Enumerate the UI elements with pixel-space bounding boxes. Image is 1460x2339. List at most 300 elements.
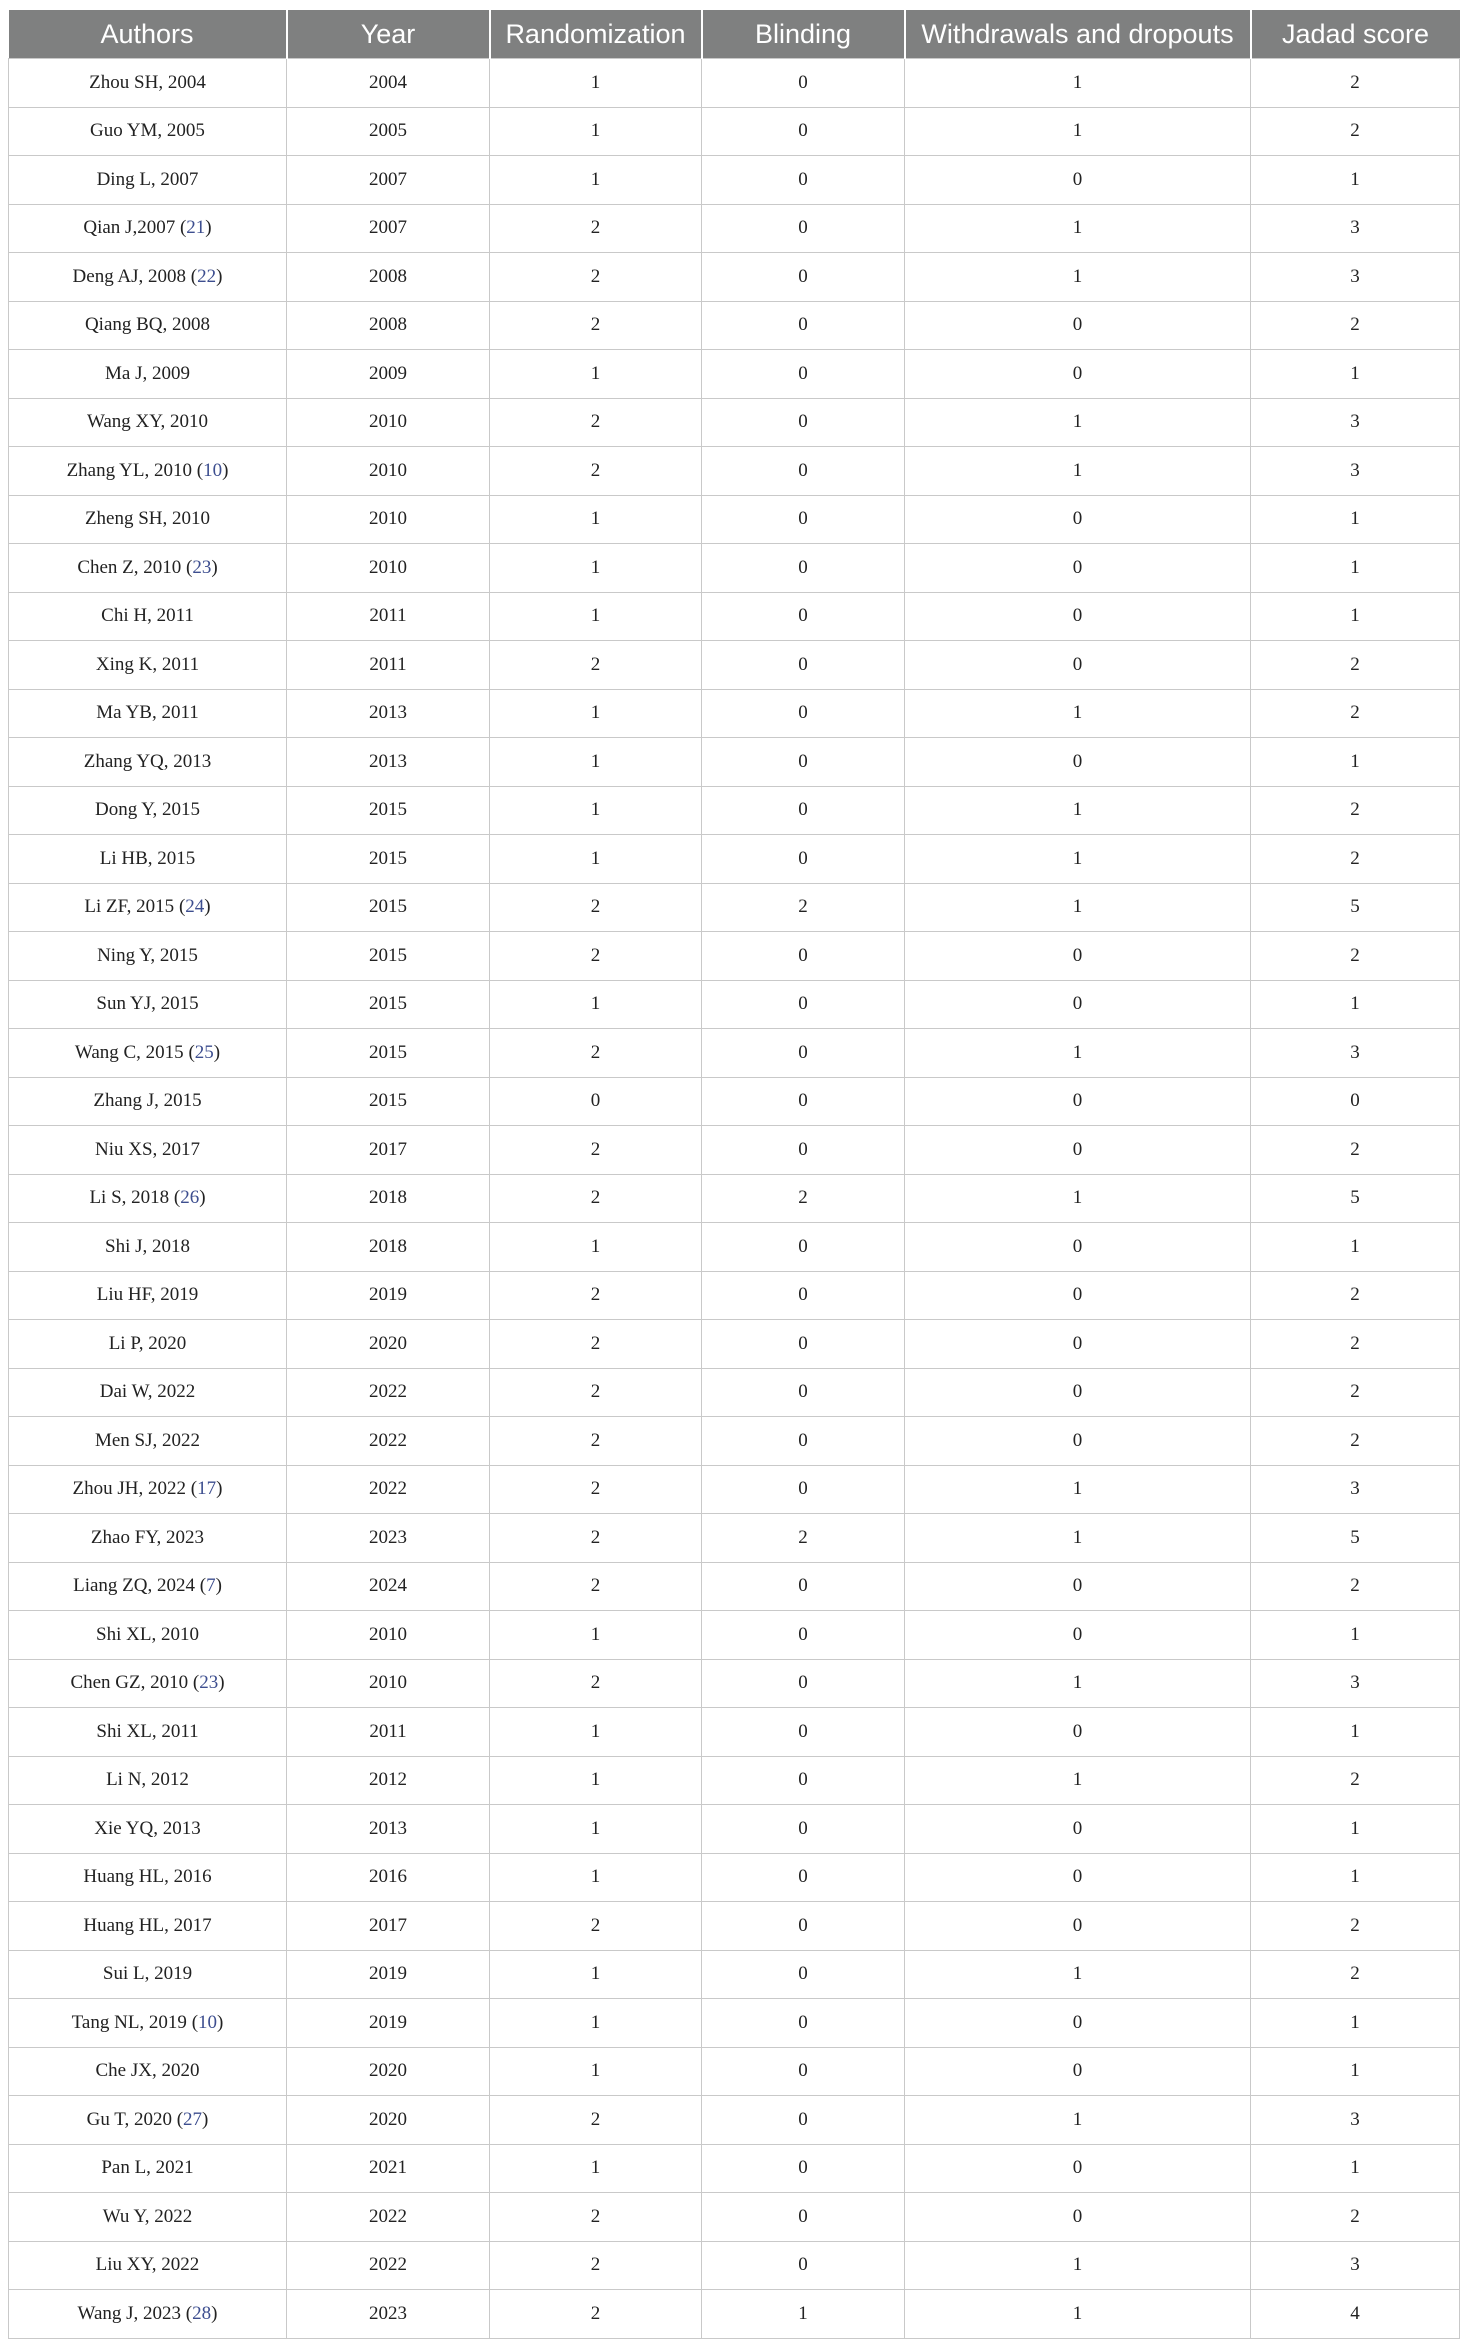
cell-withdrawals: 0 bbox=[905, 544, 1251, 593]
cell-author: Gu T, 2020 (27) bbox=[9, 2096, 287, 2145]
header-row bbox=[9, 10, 1460, 59]
cell-jadad-score: 2 bbox=[1251, 1271, 1460, 1320]
cell-author bbox=[9, 641, 287, 690]
cell-blinding: 0 bbox=[702, 204, 905, 253]
cell-blinding: 0 bbox=[702, 1465, 905, 1514]
cell-withdrawals: 0 bbox=[905, 1805, 1251, 1854]
cell-withdrawals: 1 bbox=[905, 2290, 1251, 2339]
cell-withdrawals: 0 bbox=[905, 2047, 1251, 2096]
cell-jadad-score: 1 bbox=[1251, 495, 1460, 544]
cell-jadad-score: 3 bbox=[1251, 253, 1460, 302]
cell-withdrawals: 1 bbox=[905, 59, 1251, 108]
cell-author: Li ZF, 2015 (24) bbox=[9, 883, 287, 932]
cell-randomization: 1 bbox=[490, 59, 702, 108]
cell-author bbox=[9, 1756, 287, 1805]
cell-randomization: 1 bbox=[490, 1805, 702, 1854]
author-name: Zheng SH, 2010 bbox=[84, 508, 211, 530]
cell-randomization: 2 bbox=[490, 2096, 702, 2145]
cell-withdrawals: 0 bbox=[905, 301, 1251, 350]
reference-link[interactable]: 28 bbox=[192, 2302, 212, 2324]
reference-link[interactable]: 10 bbox=[203, 459, 223, 481]
cell-year: 2008 bbox=[287, 301, 490, 350]
cell-blinding: 0 bbox=[702, 1999, 905, 2048]
cell-year: 2013 bbox=[287, 689, 490, 738]
reference-link[interactable]: 10 bbox=[198, 2011, 218, 2033]
table-row bbox=[9, 2290, 1460, 2339]
cell-year: 2009 bbox=[287, 350, 490, 399]
cell-withdrawals: 1 bbox=[905, 1029, 1251, 1078]
cell-withdrawals: 1 bbox=[905, 1756, 1251, 1805]
cell-year: 2018 bbox=[287, 1223, 490, 1272]
cell-randomization: 1 bbox=[490, 592, 702, 641]
table-row bbox=[9, 1174, 1460, 1223]
cell-author: Tang NL, 2019 (10) bbox=[9, 1999, 287, 2048]
cell-year: 2011 bbox=[287, 641, 490, 690]
reference-link[interactable]: 24 bbox=[185, 896, 205, 918]
table-row bbox=[9, 1514, 1460, 1563]
cell-author bbox=[9, 350, 287, 399]
cell-withdrawals: 1 bbox=[905, 398, 1251, 447]
cell-jadad-score: 2 bbox=[1251, 301, 1460, 350]
cell-blinding: 0 bbox=[702, 1756, 905, 1805]
table-row bbox=[9, 1271, 1460, 1320]
reference-link[interactable]: 21 bbox=[186, 217, 206, 239]
cell-jadad-score: 2 bbox=[1251, 786, 1460, 835]
cell-withdrawals: 0 bbox=[905, 1320, 1251, 1369]
cell-author bbox=[9, 1611, 287, 1660]
reference-link[interactable]: 22 bbox=[197, 265, 217, 287]
cell-blinding: 0 bbox=[702, 398, 905, 447]
author-name: Gu T, 2020 bbox=[86, 2108, 172, 2130]
cell-year: 2016 bbox=[287, 1853, 490, 1902]
cell-withdrawals: 0 bbox=[905, 641, 1251, 690]
table-row bbox=[9, 1029, 1460, 1078]
cell-blinding: 0 bbox=[702, 495, 905, 544]
cell-author bbox=[9, 1223, 287, 1272]
author-name: Wang XY, 2010 bbox=[86, 411, 209, 433]
cell-year: 2015 bbox=[287, 980, 490, 1029]
cell-jadad-score: 1 bbox=[1251, 156, 1460, 205]
cell-blinding: 0 bbox=[702, 1611, 905, 1660]
cell-withdrawals: 0 bbox=[905, 1999, 1251, 2048]
table-row bbox=[9, 1708, 1460, 1757]
author-name: Liang ZQ, 2024 bbox=[73, 1575, 195, 1597]
reference-link[interactable]: 7 bbox=[206, 1575, 216, 1597]
author-name: Chen Z, 2010 bbox=[77, 556, 182, 578]
author-name: Huang HL, 2017 bbox=[83, 1914, 212, 1936]
cell-withdrawals: 0 bbox=[905, 1708, 1251, 1757]
table-row bbox=[9, 1999, 1460, 2048]
cell-randomization: 2 bbox=[490, 1320, 702, 1369]
cell-randomization: 2 bbox=[490, 1174, 702, 1223]
table-header bbox=[9, 10, 1460, 59]
cell-randomization: 1 bbox=[490, 1999, 702, 2048]
header-randomization: Randomization bbox=[490, 10, 702, 59]
cell-author: Zhang YL, 2010 (10) bbox=[9, 447, 287, 496]
cell-year: 2015 bbox=[287, 883, 490, 932]
cell-withdrawals: 1 bbox=[905, 2241, 1251, 2290]
cell-jadad-score: 1 bbox=[1251, 1999, 1460, 2048]
table-row bbox=[9, 641, 1460, 690]
cell-jadad-score: 3 bbox=[1251, 447, 1460, 496]
cell-author bbox=[9, 2047, 287, 2096]
table-row bbox=[9, 1368, 1460, 1417]
cell-jadad-score: 2 bbox=[1251, 641, 1460, 690]
cell-randomization: 1 bbox=[490, 738, 702, 787]
cell-withdrawals: 1 bbox=[905, 107, 1251, 156]
cell-jadad-score: 2 bbox=[1251, 59, 1460, 108]
cell-withdrawals: 0 bbox=[905, 495, 1251, 544]
cell-year: 2019 bbox=[287, 1999, 490, 2048]
cell-blinding: 2 bbox=[702, 883, 905, 932]
table-row bbox=[9, 1126, 1460, 1175]
cell-year: 2010 bbox=[287, 544, 490, 593]
table-row bbox=[9, 1659, 1460, 1708]
cell-blinding: 0 bbox=[702, 544, 905, 593]
cell-year: 2022 bbox=[287, 1417, 490, 1466]
cell-blinding: 0 bbox=[702, 786, 905, 835]
cell-author bbox=[9, 59, 287, 108]
cell-jadad-score: 1 bbox=[1251, 1805, 1460, 1854]
cell-blinding: 0 bbox=[702, 932, 905, 981]
table-row bbox=[9, 59, 1460, 108]
cell-author bbox=[9, 1271, 287, 1320]
cell-year: 2017 bbox=[287, 1902, 490, 1951]
table-row bbox=[9, 1853, 1460, 1902]
author-name: Wu Y, 2022 bbox=[102, 2205, 193, 2227]
cell-withdrawals: 0 bbox=[905, 1223, 1251, 1272]
cell-randomization: 2 bbox=[490, 1902, 702, 1951]
cell-author bbox=[9, 2144, 287, 2193]
cell-year: 2010 bbox=[287, 398, 490, 447]
header-jadad-score: Jadad score bbox=[1251, 10, 1460, 59]
cell-author bbox=[9, 689, 287, 738]
cell-year: 2011 bbox=[287, 592, 490, 641]
cell-blinding: 0 bbox=[702, 2241, 905, 2290]
cell-blinding: 0 bbox=[702, 1126, 905, 1175]
author-name: Liu XY, 2022 bbox=[95, 2254, 200, 2276]
author-name: Pan L, 2021 bbox=[101, 2157, 194, 2179]
cell-jadad-score: 2 bbox=[1251, 1562, 1460, 1611]
cell-year: 2015 bbox=[287, 1077, 490, 1126]
cell-randomization: 2 bbox=[490, 1029, 702, 1078]
cell-author bbox=[9, 107, 287, 156]
author-name: Li N, 2012 bbox=[106, 1769, 189, 1791]
cell-randomization: 2 bbox=[490, 1562, 702, 1611]
cell-withdrawals: 1 bbox=[905, 786, 1251, 835]
cell-blinding: 0 bbox=[702, 1950, 905, 1999]
author-name: Liu HF, 2019 bbox=[96, 1284, 199, 1306]
cell-blinding: 0 bbox=[702, 1708, 905, 1757]
cell-blinding: 0 bbox=[702, 1659, 905, 1708]
cell-year: 2020 bbox=[287, 2096, 490, 2145]
table-row bbox=[9, 350, 1460, 399]
cell-year: 2007 bbox=[287, 204, 490, 253]
cell-withdrawals: 1 bbox=[905, 883, 1251, 932]
cell-blinding: 0 bbox=[702, 1853, 905, 1902]
cell-jadad-score: 1 bbox=[1251, 1223, 1460, 1272]
cell-year: 2020 bbox=[287, 1320, 490, 1369]
cell-withdrawals: 0 bbox=[905, 738, 1251, 787]
table-row bbox=[9, 689, 1460, 738]
cell-blinding: 0 bbox=[702, 156, 905, 205]
cell-withdrawals: 1 bbox=[905, 2096, 1251, 2145]
cell-jadad-score: 5 bbox=[1251, 1514, 1460, 1563]
cell-author bbox=[9, 495, 287, 544]
cell-blinding: 0 bbox=[702, 835, 905, 884]
cell-year: 2022 bbox=[287, 2241, 490, 2290]
cell-randomization: 2 bbox=[490, 253, 702, 302]
cell-blinding: 0 bbox=[702, 1029, 905, 1078]
cell-jadad-score: 1 bbox=[1251, 350, 1460, 399]
author-name: Zhang J, 2015 bbox=[93, 1090, 202, 1112]
table-row bbox=[9, 1320, 1460, 1369]
cell-author: Li S, 2018 (26) bbox=[9, 1174, 287, 1223]
cell-withdrawals: 1 bbox=[905, 1950, 1251, 1999]
author-name: Guo YM, 2005 bbox=[90, 120, 205, 142]
cell-author: Zhou JH, 2022 (17) bbox=[9, 1465, 287, 1514]
cell-year: 2015 bbox=[287, 835, 490, 884]
cell-withdrawals: 0 bbox=[905, 1853, 1251, 1902]
cell-jadad-score: 3 bbox=[1251, 2096, 1460, 2145]
table-row bbox=[9, 1805, 1460, 1854]
cell-author: Chen GZ, 2010 (23) bbox=[9, 1659, 287, 1708]
jadad-table-container bbox=[8, 10, 1459, 2339]
cell-year: 2010 bbox=[287, 1611, 490, 1660]
cell-year: 2018 bbox=[287, 1174, 490, 1223]
author-name: Chen GZ, 2010 bbox=[70, 1672, 189, 1694]
cell-jadad-score: 1 bbox=[1251, 1853, 1460, 1902]
cell-jadad-score: 3 bbox=[1251, 2241, 1460, 2290]
cell-jadad-score: 2 bbox=[1251, 1368, 1460, 1417]
table-row bbox=[9, 1756, 1460, 1805]
author-name: Dong Y, 2015 bbox=[94, 799, 201, 821]
cell-year: 2008 bbox=[287, 253, 490, 302]
cell-withdrawals: 0 bbox=[905, 1562, 1251, 1611]
table-row bbox=[9, 883, 1460, 932]
table-row bbox=[9, 738, 1460, 787]
cell-author bbox=[9, 835, 287, 884]
cell-author bbox=[9, 2193, 287, 2242]
cell-withdrawals: 0 bbox=[905, 1611, 1251, 1660]
cell-randomization: 1 bbox=[490, 544, 702, 593]
reference-link[interactable]: 23 bbox=[192, 556, 212, 578]
author-name: Zhang YQ, 2013 bbox=[83, 750, 212, 772]
cell-author: Wang C, 2015 (25) bbox=[9, 1029, 287, 1078]
cell-blinding: 0 bbox=[702, 1320, 905, 1369]
table-row bbox=[9, 1950, 1460, 1999]
reference-link[interactable]: 25 bbox=[194, 1041, 214, 1063]
cell-blinding: 0 bbox=[702, 1223, 905, 1272]
author-name: Wang C, 2015 bbox=[74, 1041, 184, 1063]
cell-blinding: 0 bbox=[702, 253, 905, 302]
table-row bbox=[9, 447, 1460, 496]
table-row bbox=[9, 1417, 1460, 1466]
cell-randomization: 2 bbox=[490, 932, 702, 981]
cell-year: 2022 bbox=[287, 1368, 490, 1417]
cell-jadad-score: 2 bbox=[1251, 107, 1460, 156]
cell-withdrawals: 1 bbox=[905, 253, 1251, 302]
table-row bbox=[9, 398, 1460, 447]
cell-withdrawals: 0 bbox=[905, 932, 1251, 981]
cell-year: 2015 bbox=[287, 932, 490, 981]
reference-link[interactable]: 27 bbox=[183, 2108, 203, 2130]
cell-jadad-score: 2 bbox=[1251, 1126, 1460, 1175]
table-row bbox=[9, 1223, 1460, 1272]
header-withdrawals: Withdrawals and dropouts bbox=[905, 10, 1251, 59]
cell-randomization: 2 bbox=[490, 1514, 702, 1563]
cell-jadad-score: 1 bbox=[1251, 1611, 1460, 1660]
cell-withdrawals: 0 bbox=[905, 592, 1251, 641]
cell-author bbox=[9, 156, 287, 205]
cell-blinding: 0 bbox=[702, 1417, 905, 1466]
cell-jadad-score: 3 bbox=[1251, 1659, 1460, 1708]
table-row bbox=[9, 2047, 1460, 2096]
author-name: Deng AJ, 2008 bbox=[72, 265, 187, 287]
cell-jadad-score: 5 bbox=[1251, 1174, 1460, 1223]
cell-withdrawals: 1 bbox=[905, 1174, 1251, 1223]
header-authors: Authors bbox=[9, 10, 287, 59]
cell-withdrawals: 1 bbox=[905, 689, 1251, 738]
cell-blinding: 0 bbox=[702, 301, 905, 350]
cell-author bbox=[9, 932, 287, 981]
table-row bbox=[9, 835, 1460, 884]
cell-withdrawals: 1 bbox=[905, 204, 1251, 253]
cell-author bbox=[9, 1368, 287, 1417]
author-name: Huang HL, 2016 bbox=[83, 1866, 212, 1888]
cell-author bbox=[9, 1805, 287, 1854]
cell-author bbox=[9, 1126, 287, 1175]
cell-randomization: 2 bbox=[490, 1465, 702, 1514]
cell-author bbox=[9, 1320, 287, 1369]
cell-blinding: 0 bbox=[702, 447, 905, 496]
cell-author bbox=[9, 738, 287, 787]
cell-randomization: 1 bbox=[490, 2144, 702, 2193]
author-name: Ning Y, 2015 bbox=[97, 944, 198, 966]
reference-link[interactable]: 17 bbox=[197, 1478, 217, 1500]
cell-withdrawals: 0 bbox=[905, 1368, 1251, 1417]
cell-author: Qian J,2007 (21) bbox=[9, 204, 287, 253]
cell-year: 2023 bbox=[287, 2290, 490, 2339]
table-row bbox=[9, 1902, 1460, 1951]
cell-randomization: 2 bbox=[490, 204, 702, 253]
cell-blinding: 2 bbox=[702, 1514, 905, 1563]
author-name: Zhao FY, 2023 bbox=[90, 1526, 205, 1548]
reference-link[interactable]: 26 bbox=[180, 1187, 200, 1209]
cell-blinding: 2 bbox=[702, 1174, 905, 1223]
table-row bbox=[9, 204, 1460, 253]
table-row bbox=[9, 301, 1460, 350]
cell-jadad-score: 2 bbox=[1251, 932, 1460, 981]
author-name: Sui L, 2019 bbox=[102, 1963, 193, 1985]
cell-year: 2013 bbox=[287, 1805, 490, 1854]
author-name: Li HB, 2015 bbox=[99, 847, 196, 869]
author-name: Li P, 2020 bbox=[108, 1332, 187, 1354]
header-year: Year bbox=[287, 10, 490, 59]
cell-year: 2010 bbox=[287, 447, 490, 496]
cell-author bbox=[9, 2241, 287, 2290]
cell-year: 2024 bbox=[287, 1562, 490, 1611]
cell-jadad-score: 2 bbox=[1251, 1417, 1460, 1466]
cell-randomization: 1 bbox=[490, 1853, 702, 1902]
cell-jadad-score: 3 bbox=[1251, 204, 1460, 253]
cell-randomization: 1 bbox=[490, 2047, 702, 2096]
cell-jadad-score: 1 bbox=[1251, 2047, 1460, 2096]
cell-blinding: 1 bbox=[702, 2290, 905, 2339]
cell-jadad-score: 0 bbox=[1251, 1077, 1460, 1126]
cell-jadad-score: 3 bbox=[1251, 398, 1460, 447]
table-row bbox=[9, 544, 1460, 593]
author-name: Qian J,2007 bbox=[83, 217, 176, 239]
cell-year: 2012 bbox=[287, 1756, 490, 1805]
cell-author bbox=[9, 398, 287, 447]
table-row bbox=[9, 1465, 1460, 1514]
cell-randomization: 2 bbox=[490, 1126, 702, 1175]
cell-author bbox=[9, 1417, 287, 1466]
cell-blinding: 0 bbox=[702, 1271, 905, 1320]
cell-randomization: 2 bbox=[490, 2241, 702, 2290]
table-row bbox=[9, 2144, 1460, 2193]
cell-year: 2023 bbox=[287, 1514, 490, 1563]
author-name: Xing K, 2011 bbox=[95, 653, 200, 675]
jadad-score-table bbox=[8, 10, 1460, 2339]
cell-year: 2010 bbox=[287, 1659, 490, 1708]
cell-year: 2013 bbox=[287, 738, 490, 787]
reference-link[interactable]: 23 bbox=[199, 1672, 219, 1694]
cell-blinding: 0 bbox=[702, 2144, 905, 2193]
cell-jadad-score: 2 bbox=[1251, 835, 1460, 884]
cell-withdrawals: 1 bbox=[905, 447, 1251, 496]
table-body bbox=[9, 59, 1460, 2339]
cell-blinding: 0 bbox=[702, 2193, 905, 2242]
author-name: Li ZF, 2015 bbox=[84, 896, 175, 918]
author-name: Shi J, 2018 bbox=[105, 1235, 190, 1257]
table-row bbox=[9, 1611, 1460, 1660]
cell-year: 2019 bbox=[287, 1950, 490, 1999]
cell-jadad-score: 1 bbox=[1251, 1708, 1460, 1757]
table-row bbox=[9, 592, 1460, 641]
cell-randomization: 1 bbox=[490, 107, 702, 156]
cell-author bbox=[9, 592, 287, 641]
cell-randomization: 1 bbox=[490, 786, 702, 835]
author-name: Zhou JH, 2022 bbox=[72, 1478, 187, 1500]
cell-randomization: 2 bbox=[490, 641, 702, 690]
cell-randomization: 2 bbox=[490, 1417, 702, 1466]
cell-jadad-score: 1 bbox=[1251, 592, 1460, 641]
cell-jadad-score: 2 bbox=[1251, 2193, 1460, 2242]
table-row bbox=[9, 786, 1460, 835]
author-name: Sun YJ, 2015 bbox=[96, 993, 199, 1015]
author-name: Shi XL, 2011 bbox=[96, 1720, 199, 1742]
cell-randomization: 1 bbox=[490, 156, 702, 205]
cell-blinding: 0 bbox=[702, 107, 905, 156]
table-row bbox=[9, 107, 1460, 156]
cell-randomization: 1 bbox=[490, 1708, 702, 1757]
cell-year: 2015 bbox=[287, 786, 490, 835]
cell-randomization: 1 bbox=[490, 980, 702, 1029]
cell-author bbox=[9, 1514, 287, 1563]
cell-author bbox=[9, 1950, 287, 1999]
cell-randomization: 2 bbox=[490, 1271, 702, 1320]
cell-year: 2022 bbox=[287, 2193, 490, 2242]
cell-withdrawals: 0 bbox=[905, 980, 1251, 1029]
table-row bbox=[9, 2193, 1460, 2242]
table-row bbox=[9, 1562, 1460, 1611]
header-blinding: Blinding bbox=[702, 10, 905, 59]
cell-jadad-score: 3 bbox=[1251, 1465, 1460, 1514]
cell-blinding: 0 bbox=[702, 689, 905, 738]
cell-year: 2004 bbox=[287, 59, 490, 108]
